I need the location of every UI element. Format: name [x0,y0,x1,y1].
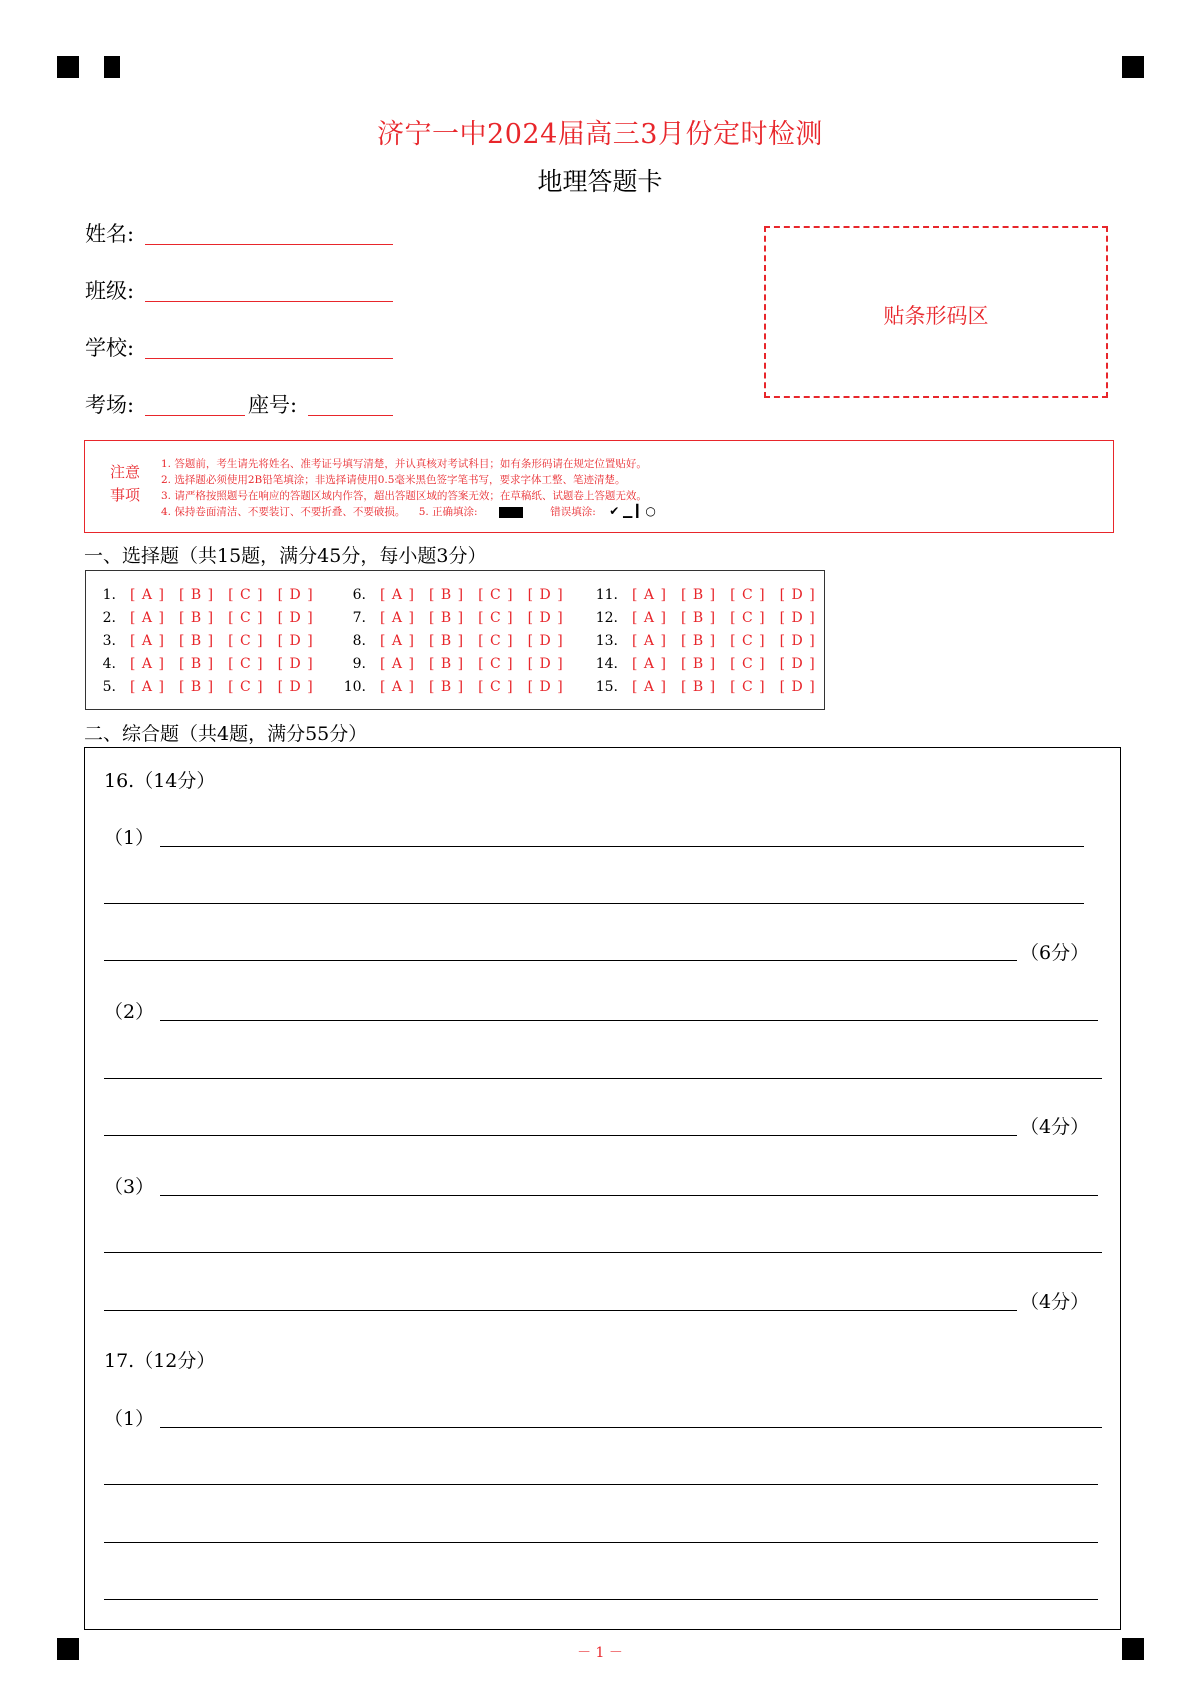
q17-1-answer-line[interactable] [104,1484,1098,1485]
mc-question-number: 10. [343,679,366,695]
mc-question-number: 11. [595,587,618,603]
mc-option-bubble[interactable]: [ D ] [277,610,314,626]
q16-2-label: （2） [104,1001,155,1023]
mc-option-bubble[interactable]: [ C ] [730,633,766,649]
mc-question-number: 7. [352,610,366,626]
mc-question-row [592,679,816,695]
mc-question-row [340,656,564,672]
q16-3-label: （3） [104,1176,155,1198]
q16-3-answer-line[interactable] [160,1195,1098,1196]
page-number: － 1 － [577,1645,623,1661]
mc-option-bubble[interactable]: [ A ] [380,656,415,672]
mc-option-bubble[interactable]: [ B ] [178,679,215,695]
q17-title: 17.（12分） [104,1350,216,1372]
mc-option-bubble[interactable]: [ A ] [130,656,165,672]
mc-option-bubble[interactable]: [ D ] [779,633,816,649]
answer-sheet-subtitle: 地理答题卡 [537,167,663,196]
mc-option-bubble[interactable]: [ B ] [428,633,465,649]
mc-question-row [90,610,314,626]
mc-option-bubble[interactable]: [ D ] [277,679,314,695]
section-2-title: 二、综合题（共4题，满分55分） [84,723,368,745]
mc-option-bubble[interactable]: [ A ] [380,587,415,603]
mc-option-bubble[interactable]: [ A ] [632,679,667,695]
q16-3-score: （4分） [1020,1291,1090,1313]
mc-option-bubble[interactable]: [ B ] [680,587,717,603]
mc-option-bubble[interactable]: [ C ] [228,656,264,672]
registration-mark-top-right [1122,56,1144,78]
mc-option-bubble[interactable]: [ B ] [428,610,465,626]
mc-question-number: 14. [595,656,618,672]
mc-option-bubble[interactable]: [ D ] [527,656,564,672]
mc-option-bubble[interactable]: [ B ] [680,656,717,672]
mc-option-bubble[interactable]: [ D ] [277,656,314,672]
mc-question-row [90,633,314,649]
mc-option-bubble[interactable]: [ C ] [228,587,264,603]
mc-option-bubble[interactable]: [ C ] [478,656,514,672]
mc-option-bubble[interactable]: [ A ] [632,587,667,603]
mc-option-bubble[interactable]: [ D ] [779,656,816,672]
mc-option-bubble[interactable]: [ C ] [730,610,766,626]
name-label: 姓名: [85,222,135,246]
mc-option-bubble[interactable]: [ B ] [680,610,717,626]
notice-box [84,440,1114,533]
q16-1-answer-line[interactable] [160,846,1084,847]
q16-2-answer-line[interactable] [104,1078,1102,1079]
q16-title: 16.（14分） [104,770,216,792]
mc-question-row [592,587,816,603]
mc-question-row [90,679,314,695]
barcode-label: 贴条形码区 [883,304,989,328]
seat-field[interactable] [308,389,393,416]
room-field[interactable] [145,389,245,416]
mc-question-number: 9. [352,656,366,672]
mc-option-bubble[interactable]: [ B ] [680,679,717,695]
notice-line-4: 4. 保持卷面清洁、不要装订、不要折叠、不要破损。 5. 正确填涂: 错误填涂: ✔ ▁ ▎○ [161,504,656,518]
barcode-area [764,226,1108,398]
mc-question-row [90,656,314,672]
mc-question-number: 6. [352,587,366,603]
mc-option-bubble[interactable]: [ B ] [428,679,465,695]
mc-option-bubble[interactable]: [ B ] [178,633,215,649]
school-label: 学校: [85,336,135,360]
mc-option-bubble[interactable]: [ D ] [527,679,564,695]
comprehensive-answer-box [84,747,1121,1630]
notice-line-2: 2. 选择题必须使用2B铅笔填涂；非选择请使用0.5毫米黑色签字笔书写，要求字体工整、笔迹清楚。 [161,474,626,486]
mc-option-bubble[interactable]: [ A ] [130,679,165,695]
mc-option-bubble[interactable]: [ B ] [428,587,465,603]
mc-option-bubble[interactable]: [ A ] [632,656,667,672]
q16-2-score: （4分） [1020,1116,1090,1138]
notice-line-3: 3. 请严格按照题号在响应的答题区域内作答，超出答题区域的答案无效；在草稿纸、试题卷上答题无效。 [161,490,647,502]
mc-question-number: 3. [102,633,116,649]
q17-1-answer-line[interactable] [104,1599,1098,1600]
class-field[interactable] [145,275,393,302]
notice-line-1: 1. 答题前，考生请先将姓名、准考证号填写清楚，并认真核对考试科目；如有条形码请在规定位置贴好。 [161,458,647,470]
mc-question-row [340,633,564,649]
mc-option-bubble[interactable]: [ D ] [779,679,816,695]
mc-question-number: 2. [102,610,116,626]
mc-option-bubble[interactable]: [ B ] [178,610,215,626]
school-field[interactable] [145,332,393,359]
mc-question-row [592,656,816,672]
registration-mark-top-left-2 [104,56,120,78]
mc-question-number: 4. [102,656,116,672]
section-1-title: 一、选择题（共15题，满分45分，每小题3分） [84,545,487,567]
exam-title: 济宁一中2024届高三3月份定时检测 [377,119,823,150]
mc-option-bubble[interactable]: [ B ] [178,656,215,672]
mc-question-number: 13. [595,633,618,649]
q17-1-answer-line[interactable] [104,1542,1098,1543]
mc-option-bubble[interactable]: [ A ] [130,610,165,626]
q16-3-answer-line[interactable] [104,1310,1017,1311]
seat-label: 座号: [248,393,298,417]
mc-option-bubble[interactable]: [ B ] [680,633,717,649]
mc-option-bubble[interactable]: [ A ] [380,679,415,695]
mc-question-row [340,679,564,695]
mc-question-number: 15. [595,679,618,695]
room-label: 考场: [85,393,135,417]
mc-option-bubble[interactable]: [ C ] [228,679,264,695]
mc-option-bubble[interactable]: [ B ] [428,656,465,672]
mc-option-bubble[interactable]: [ D ] [779,610,816,626]
mc-option-bubble[interactable]: [ D ] [527,610,564,626]
mc-option-bubble[interactable]: [ C ] [478,633,514,649]
mc-option-bubble[interactable]: [ C ] [730,679,766,695]
q16-1-score: （6分） [1020,942,1090,964]
mc-question-row [340,587,564,603]
mc-option-bubble[interactable]: [ D ] [277,587,314,603]
mc-question-row [90,587,314,603]
mc-question-number: 5. [102,679,116,695]
q16-2-answer-line[interactable] [104,1135,1017,1136]
mc-option-bubble[interactable]: [ C ] [730,656,766,672]
mc-option-bubble[interactable]: [ C ] [730,587,766,603]
mc-question-row [592,633,816,649]
mc-option-bubble[interactable]: [ B ] [178,587,215,603]
name-field[interactable] [145,218,393,245]
mc-option-bubble[interactable]: [ A ] [130,633,165,649]
mc-question-number: 8. [352,633,366,649]
mc-option-bubble[interactable]: [ D ] [527,633,564,649]
q17-1-answer-line[interactable] [160,1427,1102,1428]
mc-question-number: 12. [595,610,618,626]
correct-fill-sample [499,507,523,518]
mc-option-bubble[interactable]: [ A ] [632,633,667,649]
mc-question-number: 1. [102,587,116,603]
mc-option-bubble[interactable]: [ C ] [478,587,514,603]
q16-3-answer-line[interactable] [104,1252,1102,1253]
mc-option-bubble[interactable]: [ D ] [779,587,816,603]
mc-question-row [592,610,816,626]
mc-option-bubble[interactable]: [ C ] [478,679,514,695]
mc-option-bubble[interactable]: [ A ] [380,610,415,626]
mc-option-bubble[interactable]: [ C ] [228,610,264,626]
mc-option-bubble[interactable]: [ D ] [527,587,564,603]
mc-option-bubble[interactable]: [ C ] [228,633,264,649]
q16-2-answer-line[interactable] [160,1020,1098,1021]
q16-1-answer-line[interactable] [104,960,1017,961]
registration-mark-top-left-1 [57,56,79,78]
multiple-choice-box [85,570,825,710]
q17-1-label: （1） [104,1408,155,1430]
mc-option-bubble[interactable]: [ A ] [380,633,415,649]
q16-1-answer-line[interactable] [104,903,1084,904]
mc-option-bubble[interactable]: [ A ] [632,610,667,626]
mc-option-bubble[interactable]: [ A ] [130,587,165,603]
wrong-fill-samples: ✔ ▁ ▎○ [609,504,656,518]
mc-option-bubble[interactable]: [ D ] [277,633,314,649]
class-label: 班级: [85,279,135,303]
q16-1-label: （1） [104,827,155,849]
notice-title: 注意 事项 [109,463,140,504]
mc-question-row [340,610,564,626]
mc-option-bubble[interactable]: [ C ] [478,610,514,626]
